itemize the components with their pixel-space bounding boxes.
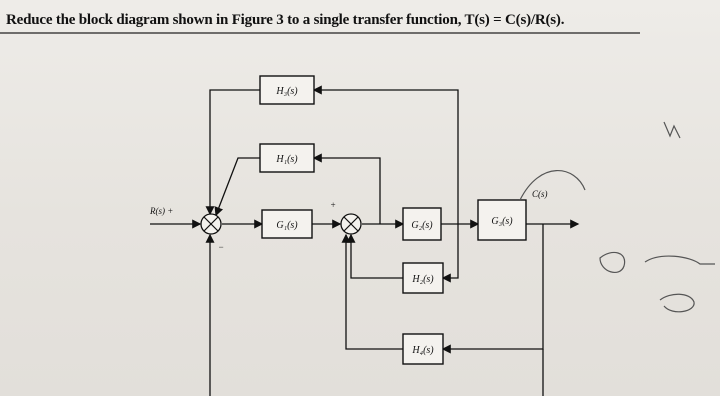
block-h3-label: H₃(s) [276, 86, 298, 97]
summing-junction-1 [201, 214, 221, 234]
block-h2-label: H₂(s) [412, 274, 434, 285]
summing-junction-2 [341, 214, 361, 234]
block-g2 [403, 208, 441, 240]
sum2-plus-mark: + [330, 200, 337, 210]
block-g3-label: G₃(s) [491, 216, 513, 227]
block-h2 [403, 263, 443, 293]
h1-feedback-in [314, 158, 380, 224]
block-g1 [262, 210, 312, 238]
block-h3 [260, 76, 314, 104]
block-h1 [260, 144, 314, 172]
output-label: C(s) [532, 189, 548, 199]
input-label: R(s) + [150, 206, 174, 216]
h4-feedback-out [346, 235, 403, 349]
sum1-minus-mark: − [218, 242, 225, 252]
h2-feedback-in [443, 224, 458, 278]
h1-feedback-out [216, 158, 260, 215]
question-text: Reduce the block diagram shown in Figure 3 to a single transfer function, T(s) = C(s)/R(s). [6, 12, 565, 28]
block-h4 [403, 334, 443, 364]
handwritten-mark [664, 122, 680, 138]
h2-feedback-out [351, 235, 403, 278]
h3-feedback-out [210, 90, 260, 214]
handwritten-stroke-2 [660, 294, 694, 312]
handwritten-stroke-1 [645, 256, 715, 264]
block-h1-label: H₁(s) [276, 154, 298, 165]
block-g1-label: G₁(s) [276, 220, 298, 231]
block-g2-label: G₂(s) [411, 220, 433, 231]
handwritten-loop [600, 252, 625, 272]
block-h4-label: H₄(s) [412, 345, 434, 356]
handwritten-arc [520, 171, 585, 200]
block-g3 [478, 200, 526, 240]
